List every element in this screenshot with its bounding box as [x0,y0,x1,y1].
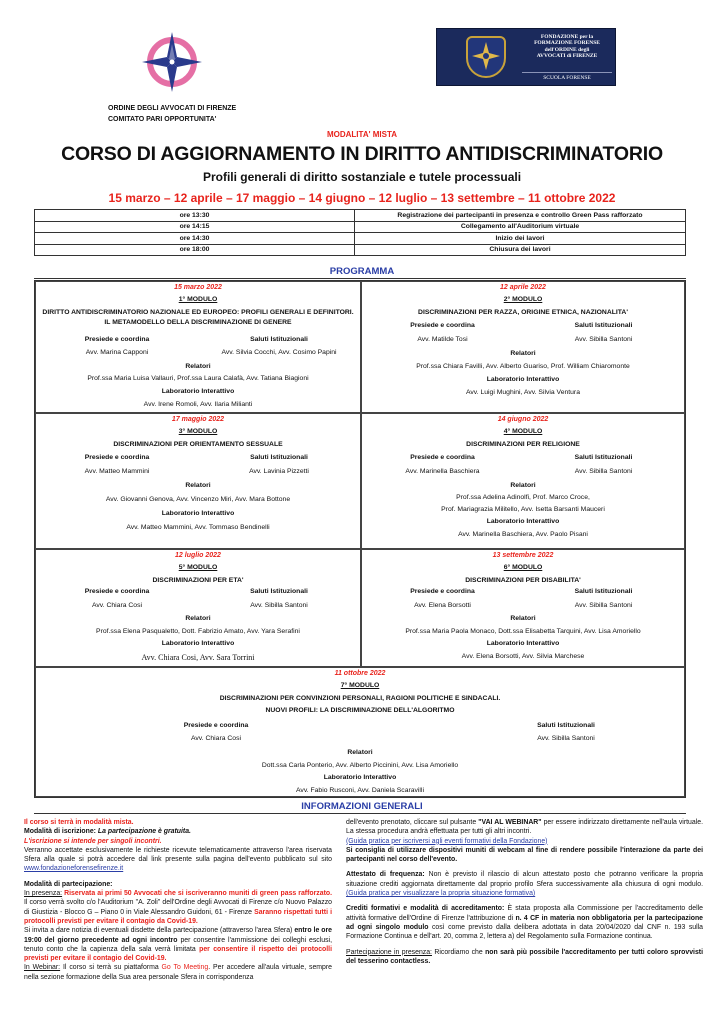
shield-icon [466,36,506,78]
modalita-label: MODALITA' MISTA [326,130,398,139]
guida-iscrizione-link[interactable]: (Guida pratica per iscriversi agli eventi formativi della Fondazione) [346,837,548,845]
fondazione-logo [436,28,616,88]
divider [34,813,686,814]
info-heading: INFORMAZIONI GENERALI [301,801,423,812]
star-icon [468,38,504,76]
programma-heading: PROGRAMMA [329,266,395,277]
module-7: 11 ottobre 2022 7° MODULO DISCRIMINAZIONI PER CONVINZIONI PERSONALI, RAGIONI POLITICHE E SINDACALI. NUOVI PROFILI: LA DISCRIMINAZIONE DELL'ALGORITMO Presiede e coordina Saluti Istituzionali Avv. Chiara Cosi Avv. Sibilla Santoni Relatori Dott.ssa Carla Ponterio, Avv. Alberto Piccinini, Avv. Lisa Amoriello Laboratorio Interattivo Avv. Fabio Rusconi, Avv. Daniela Scaravilli [35,667,685,797]
site-link[interactable]: www.fondazioneforensefirenze.it [24,865,124,873]
info-right-column: dell'evento prenotato, cliccare sul pulsante "VAI AL WEBINAR" per essere indirizzato direttamente nell'aula virtuale. La stessa procedura andrà effettuata per tutti gli altri incontri. (Guida pratica per iscriversi agli eventi formativi della Fondazione) Si consiglia di utilizzare dispositivi muniti di webcam al fine di rendere possibile l'interazione da parte dei partecipanti nel corso dell'evento. Attestato di frequenza: Non è previsto il rilascio di alcun attestato posto che potranno verificare la propria situazione crediti aggiornata direttamente dal proprio profilo Sfera successivamente alla chiusura di ogni modulo. (Guida pratica per visualizzare la propria situazione formativa) Crediti formativi e modalità di accreditamento: È stata proposta alla Commissione per l'accreditamento delle attività formative dell'Ordine di Firenze l'attribuzione di n. 4 CF in materia non obbligatoria per la partecipazione ad ogni singolo modulo così come previsto dalla delibera adottata in data 20/04/2020 dal CNF n. 193 sulla Formazione Continua e dell'art. 20, comma 2, lettera a) del Regolamento sulla Formazione continua. Partecipazione in presenza: Ricordiamo che non sarà più possibile l'accreditamento per tutti coloro sprovvisti del tesserino contactless. [346,819,704,965]
schedule-row: ore 14:30 Inizio dei lavori [35,233,686,245]
course-dates: 15 marzo – 12 aprile – 17 maggio – 14 giugno – 12 luglio – 13 settembre – 11 ottobre 2022 [108,191,616,205]
module-4: 14 giugno 2022 4° MODULO DISCRIMINAZIONI PER RELIGIONE Presiede e coordina Saluti Istituzionali Avv. Marinella Baschiera Avv. Sibilla Santoni Relatori Prof.ssa Adelina Adinolfi, Prof. Marco Croce, Prof. Mariagrazia Militello, Avv. Isetta Barsanti Mauceri Laboratorio Interattivo Avv. Marinella Baschiera, Avv. Paolo Pisani [361,413,685,549]
module-6: 13 settembre 2022 6° MODULO DISCRIMINAZIONI PER DISABILITA' Presiede e coordina Saluti Istituzionali Avv. Elena Borsotti Avv. Sibilla Santoni Relatori Prof.ssa Maria Paola Monaco, Dott.ssa Elisabetta Tarquini, Avv. Lisa Amoriello Laboratorio Interattivo Avv. Elena Borsotti, Avv. Silvia Marchese [361,549,685,667]
schedule-row: ore 13:30 Registrazione dei partecipanti in presenza e controllo Green Pass rafforzato [35,210,686,222]
schedule-row: ore 18:00 Chiusura dei lavori [35,244,686,256]
module-1: 15 marzo 2022 1° MODULO DIRITTO ANTIDISCRIMINATORIO NAZIONALE ED EUROPEO: PROFILI GENERALI E DEFINITORI. IL METAMODELLO DELLA DISCRIMINAZIONE DI GENERE Presiede e coordina Saluti Istituzionali Avv. Marina Capponi Avv. Silvia Cocchi, Avv. Cosimo Papini Relatori Prof.ssa Maria Luisa Vallauri, Prof.ssa Laura Calafà, Avv. Tatiana Biagioni Laboratorio Interattivo Avv. Irene Romoli, Avv. Ilaria Milianti [35,281,361,413]
page-title: CORSO DI AGGIORNAMENTO IN DIRITTO ANTIDISCRIMINATORIO [61,143,663,165]
module-5: 12 luglio 2022 5° MODULO DISCRIMINAZIONI PER ETA' Presiede e coordina Saluti Istituzionali Avv. Chiara Cosi Avv. Sibilla Santoni Relatori Prof.ssa Elena Pasqualetto, Dott. Fabrizio Amato, Avv. Yara Serafini Laboratorio Interattivo Avv. Chiara Cosi, Avv. Sara Torrini [35,549,361,667]
module-3: 17 maggio 2022 3° MODULO DISCRIMINAZIONI PER ORIENTAMENTO SESSUALE Presiede e coordina Saluti Istituzionali Avv. Matteo Mammini Avv. Lavinia Pizzetti Relatori Avv. Giovanni Genova, Avv. Vincenzo Miri, Avv. Mara Bottone Laboratorio Interattivo Avv. Matteo Mammini, Avv. Tommaso Bendinelli [35,413,361,549]
ordine-name: ORDINE DEGLI AVVOCATI DI FIRENZE COMITATO PARI OPPORTUNITA' [108,105,237,123]
fondazione-name: FONDAZIONE per la FORMAZIONE FORENSE dell'ORDINE degli AVVOCATI di FIRENZE [534,34,600,59]
modules-grid [34,280,686,798]
divider [34,278,686,279]
page-subtitle: Profili generali di diritto sostanziale e tutele processuali [202,170,522,184]
schedule-row: ore 14:15 Collegamento all'Auditorium virtuale [35,221,686,233]
scuola-forense: SCUOLA FORENSE [522,72,612,81]
guida-situazione-link[interactable]: (Guida pratica per visualizzare la propria situazione formativa) [346,890,536,898]
module-2: 12 aprile 2022 2° MODULO DISCRIMINAZIONI PER RAZZA, ORIGINE ETNICA, NAZIONALITA' Presiede e coordina Saluti Istituzionali Avv. Matilde Tosi Avv. Sibilla Santoni Relatori Prof.ssa Chiara Favilli, Avv. Alberto Guariso, Prof. William Chiaromonte Laboratorio Interattivo Avv. Luigi Mughini, Avv. Silvia Ventura [361,281,685,413]
schedule-table [34,209,686,256]
info-left-column: Il corso si terrà in modalità mista. Modalità di iscrizione: La partecipazione è gratuita. L'iscrizione si intende per singoli incontri. Verranno accettate esclusivamente le richieste ricevute telematicamente attraverso l'area riservata Sfera alla quale si potrà accedere dal link presente sulla pagina dell'evento pubblicato sul sito www.fondazioneforensefirenze.it Modalità di partecipazione: In presenza: Riservata ai primi 50 Avvocati che si iscriveranno muniti di green pass rafforzato. Il corso verrà svolto c/o l'Auditorium "A. Zoli" dell'Ordine degli Avvocati di Firenze c/o Nuovo Palazzo di Giustizia - Blocco G – Piano 0 in Viale Alessandro Guidoni, 61 - Firenze Saranno rispettati tutti i protocolli previsti per evitare il contagio da Covid-19. Si invita a dare notizia di eventuali disdette della partecipazione (attraverso l'area Sfera) entro le ore 19:00 del giorno precedente ad ogni incontro per consentire l'ammissione dei colleghi esclusi, tenuto conto che la capienza della sala verrà limitata per consentire il rispetto dei protocolli previsti per evitare il contagio del Covid-19. In Webinar: Il corso si terrà su piattaforma Go To Meeting. Per accedere all'aula virtuale, sempre nella sezione formazione della Sua area personale Sfera in corrispondenza [24,819,333,981]
ordine-compass-logo [140,30,204,94]
